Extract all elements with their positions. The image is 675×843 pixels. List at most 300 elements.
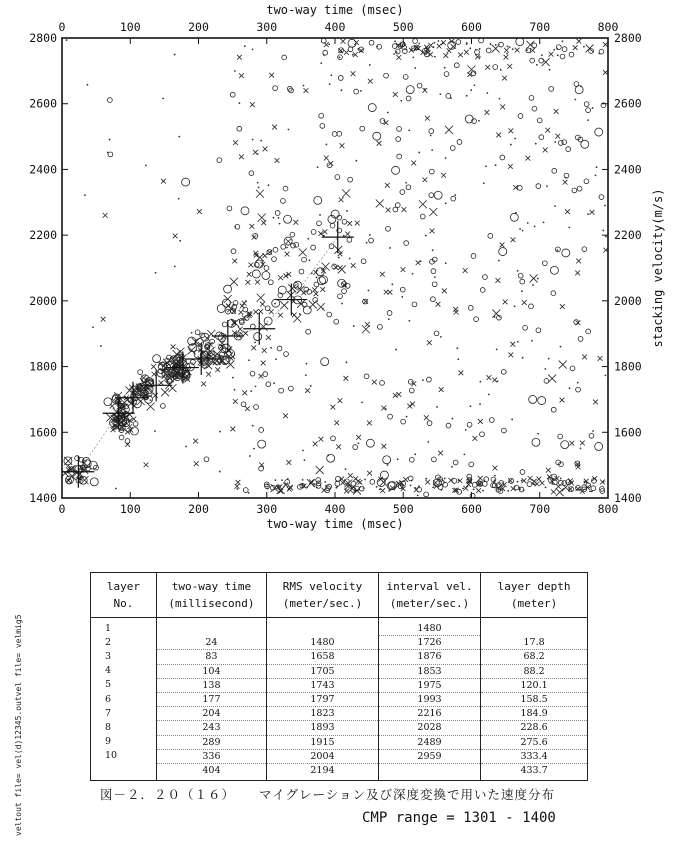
semblance-o-mark (574, 82, 579, 87)
semblance-dot-mark (457, 358, 459, 360)
semblance-dot-mark (252, 139, 254, 141)
semblance-o-mark (258, 440, 266, 448)
semblance-dot-mark (605, 236, 607, 238)
semblance-dot-mark (507, 490, 509, 492)
semblance-x-mark (500, 243, 505, 248)
cell-rms-velocity: 1743 (267, 678, 379, 692)
semblance-dot-mark (479, 403, 481, 405)
semblance-dot-mark (596, 166, 598, 168)
semblance-x-mark (339, 477, 344, 482)
semblance-o-mark (488, 233, 493, 238)
table-row (91, 721, 588, 735)
table-row (91, 707, 588, 721)
semblance-o-mark (268, 280, 273, 285)
semblance-x-mark (320, 287, 325, 292)
semblance-x-mark (262, 348, 267, 353)
y-tick-label-right: 1600 (614, 425, 642, 440)
y-tick-label-left: 2400 (29, 162, 57, 177)
semblance-dot-mark (303, 85, 305, 87)
semblance-o-mark (589, 49, 594, 54)
cell-interval-vel: 1480 (378, 618, 480, 636)
semblance-dot-mark (557, 54, 559, 56)
cmp-range-label: CMP range = 1301 - 1400 (362, 810, 556, 826)
semblance-o-mark (210, 339, 215, 344)
semblance-dot-mark (537, 433, 539, 435)
semblance-o-mark (409, 457, 414, 462)
semblance-dot-mark (178, 198, 180, 200)
semblance-x-mark (341, 39, 346, 44)
semblance-o-mark (467, 422, 472, 427)
semblance-dot-mark (496, 348, 498, 350)
semblance-dot-mark (174, 54, 176, 56)
x-tick-label-bottom: 500 (392, 502, 414, 516)
semblance-dot-mark (109, 139, 111, 141)
cell-two-way-time: 243 (156, 721, 266, 735)
semblance-x-mark (547, 474, 552, 479)
semblance-dot-mark (387, 464, 389, 466)
semblance-dot-mark (304, 459, 306, 461)
semblance-dot-mark (580, 85, 582, 87)
semblance-o-mark (380, 381, 385, 386)
semblance-x-mark (312, 287, 317, 292)
velocity-pick-cross (185, 343, 217, 375)
semblance-x-mark (256, 190, 264, 198)
header-layer-line1: layer (106, 580, 140, 593)
velocity-pick-cross (322, 221, 354, 253)
semblance-dot-mark (408, 320, 410, 322)
semblance-dot-mark (417, 495, 419, 497)
semblance-dot-mark (553, 49, 555, 51)
y-tick-label-right: 2800 (614, 31, 642, 45)
semblance-dot-mark (388, 490, 390, 492)
semblance-dot-mark (238, 102, 240, 104)
semblance-o-mark (332, 132, 337, 137)
semblance-x-mark (478, 419, 483, 424)
semblance-dot-mark (340, 89, 342, 91)
semblance-dot-mark (219, 471, 221, 473)
semblance-o-mark (569, 487, 574, 492)
semblance-x-mark (530, 274, 538, 282)
semblance-x-mark (508, 128, 513, 133)
semblance-x-mark (194, 461, 199, 466)
semblance-o-mark (586, 108, 591, 113)
semblance-o-mark (426, 377, 431, 382)
semblance-x-mark (201, 381, 206, 386)
semblance-dot-mark (358, 442, 360, 444)
semblance-dot-mark (420, 261, 422, 263)
semblance-x-mark (590, 210, 595, 215)
semblance-dot-mark (422, 379, 424, 381)
semblance-dot-mark (361, 402, 363, 404)
semblance-dot-mark (498, 260, 500, 262)
semblance-o-mark (454, 63, 459, 68)
semblance-o-mark (480, 288, 485, 293)
semblance-x-mark (556, 484, 561, 489)
semblance-x-mark (385, 183, 390, 188)
cell-interval-vel: 2489 (378, 735, 480, 749)
semblance-o-mark (406, 96, 411, 101)
semblance-dot-mark (345, 361, 347, 363)
semblance-o-mark (273, 86, 278, 91)
cell-rms-velocity: 1915 (267, 735, 379, 749)
semblance-dot-mark (531, 340, 533, 342)
y-tick-label-right: 2200 (614, 228, 642, 243)
semblance-dot-mark (385, 408, 387, 410)
semblance-o-mark (518, 273, 523, 278)
semblance-dot-mark (145, 165, 147, 167)
cell-rms-velocity: 1823 (267, 707, 379, 721)
semblance-x-mark (338, 265, 343, 270)
semblance-x-mark (257, 294, 265, 302)
semblance-o-mark (377, 324, 382, 329)
semblance-o-mark (133, 421, 138, 426)
semblance-dot-mark (543, 221, 545, 223)
semblance-o-mark (578, 336, 583, 341)
semblance-dot-mark (115, 488, 117, 490)
cell-layer: 6 (91, 693, 157, 707)
semblance-o-mark (231, 249, 236, 254)
semblance-dot-mark (302, 450, 304, 452)
semblance-o-mark (427, 421, 432, 426)
semblance-dot-mark (554, 141, 556, 143)
semblance-dot-mark (494, 475, 496, 477)
semblance-o-mark (536, 328, 541, 333)
semblance-dot-mark (418, 43, 420, 45)
semblance-x-mark (278, 313, 283, 318)
semblance-dot-mark (604, 205, 606, 207)
semblance-x-mark (487, 375, 492, 380)
semblance-x-mark (603, 70, 608, 75)
cell-layer: 9 (91, 735, 157, 749)
semblance-o-mark (482, 481, 487, 486)
semblance-x-mark (451, 44, 456, 49)
table-row (91, 664, 588, 678)
semblance-x-mark (449, 478, 454, 483)
cell-rms-velocity: 1893 (267, 721, 379, 735)
semblance-o-mark (429, 193, 434, 198)
semblance-x-mark (411, 161, 416, 166)
cell-layer: 3 (91, 650, 157, 664)
semblance-o-mark (510, 213, 518, 221)
semblance-x-mark (573, 45, 578, 50)
semblance-x-mark (348, 473, 353, 478)
semblance-o-mark (364, 374, 369, 379)
semblance-dot-mark (445, 262, 447, 264)
header-layer (91, 573, 157, 618)
semblance-x-mark (161, 388, 169, 396)
semblance-x-mark (347, 221, 352, 226)
table-row (91, 735, 588, 749)
semblance-dot-mark (244, 45, 246, 47)
semblance-x-mark (283, 413, 288, 418)
semblance-dot-mark (185, 446, 187, 448)
semblance-o-mark (551, 407, 556, 412)
semblance-o-mark (417, 83, 422, 88)
semblance-o-mark (493, 65, 498, 70)
cell-two-way-time: 336 (156, 749, 266, 763)
cell-interval-vel: 2959 (378, 749, 480, 763)
semblance-x-mark (340, 480, 345, 485)
cell-layer-depth: 158.5 (481, 693, 588, 707)
semblance-o-mark (400, 287, 405, 292)
semblance-o-mark (556, 45, 561, 50)
semblance-dot-mark (497, 380, 499, 382)
semblance-o-mark (457, 140, 462, 145)
semblance-dot-mark (535, 143, 537, 145)
header-rms-line1: RMS velocity (282, 580, 363, 593)
velocity-table-container (90, 572, 588, 782)
semblance-o-mark (321, 358, 329, 366)
cell-layer: 2 (91, 636, 157, 650)
semblance-dot-mark (500, 69, 502, 71)
cell-two-way-time: 204 (156, 707, 266, 721)
semblance-x-mark (141, 376, 146, 381)
semblance-x-mark (510, 342, 515, 347)
semblance-o-mark (348, 47, 353, 52)
semblance-x-mark (441, 40, 446, 45)
cell-layer-depth: 120.1 (481, 678, 588, 692)
semblance-dot-mark (519, 228, 521, 230)
semblance-dot-mark (602, 230, 604, 232)
header-layer-depth (481, 573, 588, 618)
semblance-o-mark (314, 282, 319, 287)
semblance-o-mark (337, 131, 342, 136)
semblance-dot-mark (463, 453, 465, 455)
semblance-x-mark (458, 52, 463, 57)
semblance-x-mark (252, 235, 257, 240)
semblance-x-mark (111, 427, 116, 432)
semblance-o-mark (279, 388, 284, 393)
semblance-x-mark (507, 64, 512, 69)
table-row (91, 618, 588, 636)
table-row (91, 636, 588, 650)
semblance-x-mark (419, 200, 427, 208)
semblance-o-mark (549, 86, 554, 91)
semblance-o-mark (599, 195, 604, 200)
semblance-o-mark (392, 44, 397, 49)
velocity-pick-cross (212, 320, 244, 352)
semblance-dot-mark (395, 349, 397, 351)
semblance-dot-mark (434, 276, 436, 278)
semblance-dot-mark (517, 481, 519, 483)
semblance-o-mark (104, 398, 112, 406)
semblance-dot-mark (84, 194, 86, 196)
semblance-dot-mark (522, 230, 524, 232)
semblance-dot-mark (465, 429, 467, 431)
cell-empty (156, 618, 266, 636)
header-layer-line2: No. (113, 597, 134, 610)
semblance-x-mark (365, 322, 370, 327)
semblance-x-mark (266, 335, 271, 340)
semblance-o-mark (434, 331, 439, 336)
semblance-o-mark (366, 439, 374, 447)
semblance-o-mark (523, 325, 528, 330)
semblance-dot-mark (549, 69, 551, 71)
semblance-o-mark (353, 445, 358, 450)
semblance-x-mark (206, 372, 211, 377)
semblance-o-mark (403, 75, 408, 80)
semblance-x-mark (496, 133, 501, 138)
semblance-dot-mark (595, 174, 597, 176)
semblance-dot-mark (592, 107, 594, 109)
cell-two-way-time: 83 (156, 650, 266, 664)
semblance-o-mark (518, 114, 523, 119)
semblance-o-mark (299, 269, 304, 274)
semblance-dot-mark (548, 358, 550, 360)
semblance-x-mark (503, 299, 508, 304)
cell-layer-depth: 68.2 (481, 650, 588, 664)
semblance-o-mark (182, 178, 190, 186)
semblance-x-mark (193, 439, 198, 444)
semblance-x-mark (508, 352, 513, 357)
semblance-o-mark (595, 128, 603, 136)
cell-empty (267, 618, 379, 636)
x-tick-label-top: 100 (119, 20, 141, 34)
semblance-dot-mark (339, 56, 341, 58)
semblance-x-mark (546, 468, 551, 473)
semblance-o-mark (250, 324, 255, 329)
semblance-o-mark (90, 478, 98, 486)
semblance-x-mark (401, 267, 406, 272)
semblance-o-mark (294, 281, 302, 289)
semblance-dot-mark (579, 448, 581, 450)
semblance-x-mark (144, 462, 149, 467)
velocity-pick-cross (275, 284, 307, 316)
semblance-x-mark (333, 265, 338, 270)
semblance-dot-mark (249, 455, 251, 457)
semblance-x-mark (386, 208, 391, 213)
semblance-dot-mark (66, 39, 68, 41)
semblance-dot-mark (355, 160, 357, 162)
cell-interval-vel: 2028 (378, 721, 480, 735)
y-tick-label-right: 2400 (614, 162, 642, 177)
semblance-dot-mark (479, 56, 481, 58)
semblance-dot-mark (363, 487, 365, 489)
semblance-o-mark (502, 428, 507, 433)
semblance-x-mark (368, 79, 373, 84)
semblance-x-mark (242, 301, 247, 306)
x-tick-label-bottom: 600 (461, 502, 482, 516)
semblance-o-mark (320, 123, 325, 128)
semblance-o-mark (291, 243, 296, 248)
semblance-o-mark (282, 55, 287, 60)
semblance-o-mark (323, 50, 328, 55)
semblance-o-mark (160, 404, 165, 409)
semblance-dot-mark (405, 182, 407, 184)
semblance-dot-mark (470, 405, 472, 407)
semblance-dot-mark (499, 98, 501, 100)
semblance-x-mark (230, 278, 238, 286)
header-depth-line2: (meter) (510, 597, 558, 610)
y-tick-label-left: 2600 (29, 96, 57, 111)
cell-rms-velocity: 1480 (267, 636, 379, 650)
semblance-o-mark (329, 244, 334, 249)
semblance-o-mark (119, 435, 124, 440)
semblance-o-mark (558, 140, 563, 145)
semblance-o-mark (290, 232, 295, 237)
semblance-x-mark (340, 143, 345, 148)
semblance-o-mark (252, 270, 260, 278)
semblance-dot-mark (257, 182, 259, 184)
semblance-o-mark (509, 478, 514, 483)
semblance-x-mark (355, 221, 360, 226)
semblance-o-mark (484, 477, 489, 482)
semblance-dot-mark (474, 84, 476, 86)
semblance-o-mark (584, 102, 589, 107)
semblance-x-mark (537, 477, 542, 482)
semblance-o-mark (527, 482, 532, 487)
semblance-dot-mark (174, 266, 176, 268)
semblance-o-mark (275, 211, 280, 216)
semblance-dot-mark (444, 67, 446, 69)
y-tick-label-right: 2600 (614, 96, 642, 111)
semblance-o-mark (230, 92, 235, 97)
semblance-dot-mark (311, 272, 313, 274)
semblance-x-mark (438, 451, 443, 456)
semblance-dot-mark (253, 448, 255, 450)
semblance-dot-mark (254, 342, 256, 344)
semblance-x-mark (245, 406, 250, 411)
semblance-dot-mark (485, 165, 487, 167)
semblance-o-mark (319, 113, 324, 118)
semblance-dot-mark (432, 486, 434, 488)
table-row (91, 764, 588, 781)
semblance-o-mark (311, 245, 316, 250)
semblance-dot-mark (510, 144, 512, 146)
semblance-o-mark (335, 175, 340, 180)
semblance-dot-mark (412, 273, 414, 275)
semblance-x-mark (441, 173, 446, 178)
semblance-dot-mark (462, 488, 464, 490)
semblance-dot-mark (532, 284, 534, 286)
semblance-o-mark (107, 98, 112, 103)
semblance-dot-mark (307, 238, 309, 240)
semblance-o-mark (444, 72, 449, 77)
semblance-o-mark (153, 355, 161, 363)
semblance-x-mark (238, 327, 243, 332)
semblance-o-mark (387, 311, 392, 316)
semblance-x-mark (554, 109, 559, 114)
semblance-o-mark (314, 196, 322, 204)
semblance-x-mark (563, 180, 568, 185)
semblance-dot-mark (366, 242, 368, 244)
semblance-dot-mark (587, 119, 589, 121)
semblance-x-mark (424, 415, 429, 420)
semblance-x-mark (560, 398, 565, 403)
semblance-x-mark (342, 189, 350, 197)
semblance-o-mark (386, 226, 391, 231)
x-tick-label-bottom: 800 (597, 502, 619, 516)
semblance-x-mark (64, 457, 72, 465)
semblance-x-mark (323, 229, 328, 234)
semblance-x-mark (239, 73, 244, 78)
semblance-x-mark (464, 50, 469, 55)
semblance-dot-mark (310, 385, 312, 387)
figure-number: 図－２．２０（１６） (100, 787, 236, 802)
semblance-x-mark (293, 314, 301, 322)
semblance-x-mark (330, 405, 335, 410)
semblance-o-mark (273, 247, 278, 252)
semblance-dot-mark (319, 214, 321, 216)
header-depth-line1: layer depth (497, 580, 571, 593)
semblance-dot-mark (273, 217, 275, 219)
semblance-x-mark (125, 442, 130, 447)
semblance-dot-mark (509, 46, 511, 48)
semblance-x-mark (442, 288, 447, 293)
semblance-o-mark (369, 238, 374, 243)
semblance-dot-mark (432, 249, 434, 251)
semblance-x-mark (345, 232, 350, 237)
